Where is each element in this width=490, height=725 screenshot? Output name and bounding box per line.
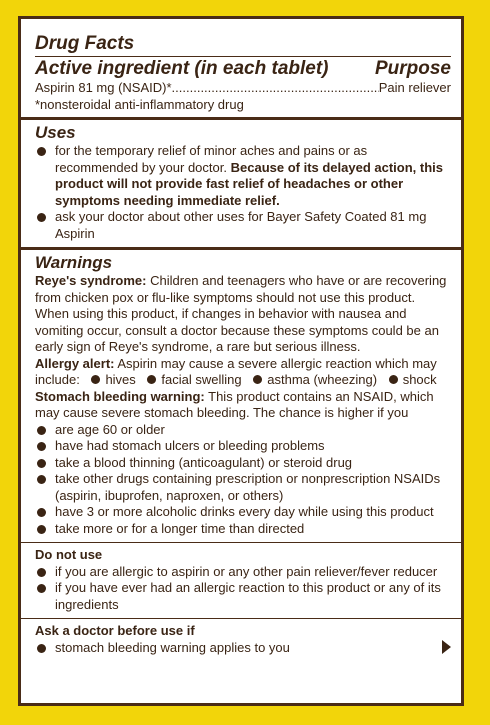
do-not-use-heading: Do not use bbox=[35, 547, 103, 562]
do-not-use-list bbox=[35, 564, 451, 614]
continue-arrow-icon bbox=[442, 640, 451, 654]
list-item bbox=[35, 422, 451, 439]
uses-item-bold: Because of its delayed action, this product will not provide fast relief of headaches or other symptoms needing immediate relief. bbox=[55, 159, 444, 208]
purpose-heading: Purpose bbox=[374, 58, 451, 79]
drug-facts-section bbox=[21, 19, 461, 117]
allergy-text: Aspirin may cause a severe allergic reaction which may include: bbox=[35, 355, 437, 387]
bullet-icon bbox=[37, 426, 46, 435]
allergy-paragraph bbox=[35, 356, 451, 389]
stomach-item: take other drugs containing prescription or nonprescription NSAIDs (aspirin, ibuprofen, naproxen, or others) bbox=[55, 471, 441, 503]
do-not-use-section bbox=[21, 542, 461, 618]
list-item bbox=[35, 455, 451, 472]
uses-item-text: ask your doctor about other uses for Bayer Safety Coated 81 mg Aspirin bbox=[55, 209, 427, 241]
ask-doctor-heading: Ask a doctor before use if bbox=[35, 623, 195, 638]
list-item bbox=[35, 209, 451, 242]
list-item bbox=[35, 143, 451, 209]
bullet-icon bbox=[253, 375, 262, 384]
warnings-section bbox=[21, 247, 461, 542]
footnote: *nonsteroidal anti-inflammatory drug bbox=[35, 96, 244, 112]
stomach-item: take a blood thinning (anticoagulant) or steroid drug bbox=[55, 454, 353, 470]
do-not-use-item: if you are allergic to aspirin or any other pain reliever/fever reducer bbox=[55, 563, 438, 579]
bullet-icon bbox=[37, 475, 46, 484]
stomach-item: have 3 or more alcoholic drinks every day while using this product bbox=[55, 504, 434, 519]
list-item bbox=[35, 580, 451, 613]
warnings-heading: Warnings bbox=[35, 253, 113, 272]
stomach-item: have had stomach ulcers or bleeding problems bbox=[55, 438, 325, 453]
list-item bbox=[35, 564, 451, 581]
bullet-icon bbox=[37, 568, 46, 577]
allergy-item: hives bbox=[105, 372, 136, 387]
bullet-icon bbox=[147, 375, 156, 384]
uses-heading: Uses bbox=[35, 123, 76, 142]
list-item bbox=[35, 504, 451, 521]
bullet-icon bbox=[37, 147, 46, 156]
do-not-use-item: if you have ever had an allergic reaction to this product or any of its ingredients bbox=[55, 580, 441, 612]
allergy-label: Allergy alert: bbox=[35, 355, 115, 371]
reye-label: Reye's syndrome: bbox=[35, 273, 147, 288]
leader-dots bbox=[172, 80, 379, 97]
allergy-item: shock bbox=[402, 372, 437, 387]
ask-doctor-item: stomach bleeding warning applies to you bbox=[55, 639, 290, 655]
allergy-item: facial swelling bbox=[161, 372, 242, 387]
ingredient-purpose: Pain reliever bbox=[378, 80, 451, 95]
ingredient-name: Aspirin 81 mg (NSAID)* bbox=[35, 80, 172, 95]
list-item bbox=[35, 640, 451, 657]
active-ingredient-heading: Active ingredient (in each tablet) bbox=[35, 58, 329, 79]
ask-doctor-section bbox=[21, 618, 461, 662]
stomach-text: This product contains an NSAID, which may cause severe stomach bleeding. The chance is higher if you bbox=[35, 388, 434, 420]
stomach-list bbox=[35, 422, 451, 538]
stomach-item: are age 60 or older bbox=[55, 421, 165, 437]
reye-text: Children and teenagers who have or are recovering from chicken pox or flu-like symptoms should not use this product. When using this product, if changes in behavior with nausea and vomiting occur, consult a doctor because these symptoms could be an early sign of Reye's syndrome, a rare but serious illness. bbox=[35, 273, 447, 354]
list-item bbox=[35, 471, 451, 504]
allergy-item: asthma (wheezing) bbox=[267, 372, 378, 387]
reye-paragraph bbox=[35, 273, 451, 356]
bullet-icon bbox=[91, 375, 100, 384]
bullet-icon bbox=[37, 525, 46, 534]
drug-facts-panel bbox=[18, 16, 464, 706]
list-item bbox=[35, 438, 451, 455]
drug-facts-title: Drug Facts bbox=[35, 33, 135, 54]
bullet-icon bbox=[37, 442, 46, 451]
stomach-paragraph bbox=[35, 389, 451, 422]
uses-list bbox=[35, 143, 451, 242]
bullet-icon bbox=[37, 644, 46, 653]
bullet-icon bbox=[389, 375, 398, 384]
bullet-icon bbox=[37, 508, 46, 517]
ask-doctor-list bbox=[35, 640, 451, 657]
bullet-icon bbox=[37, 459, 46, 468]
stomach-label: Stomach bleeding warning: bbox=[35, 388, 205, 404]
stomach-item: take more or for a longer time than directed bbox=[55, 520, 305, 536]
ingredient-row bbox=[35, 80, 451, 97]
bullet-icon bbox=[37, 584, 46, 593]
uses-item-text: for the temporary relief of minor aches and pains or as recommended by your doctor. bbox=[55, 143, 368, 175]
list-item bbox=[35, 521, 451, 538]
active-ingredient-header bbox=[35, 58, 451, 80]
bullet-icon bbox=[37, 213, 46, 222]
uses-section bbox=[21, 117, 461, 247]
